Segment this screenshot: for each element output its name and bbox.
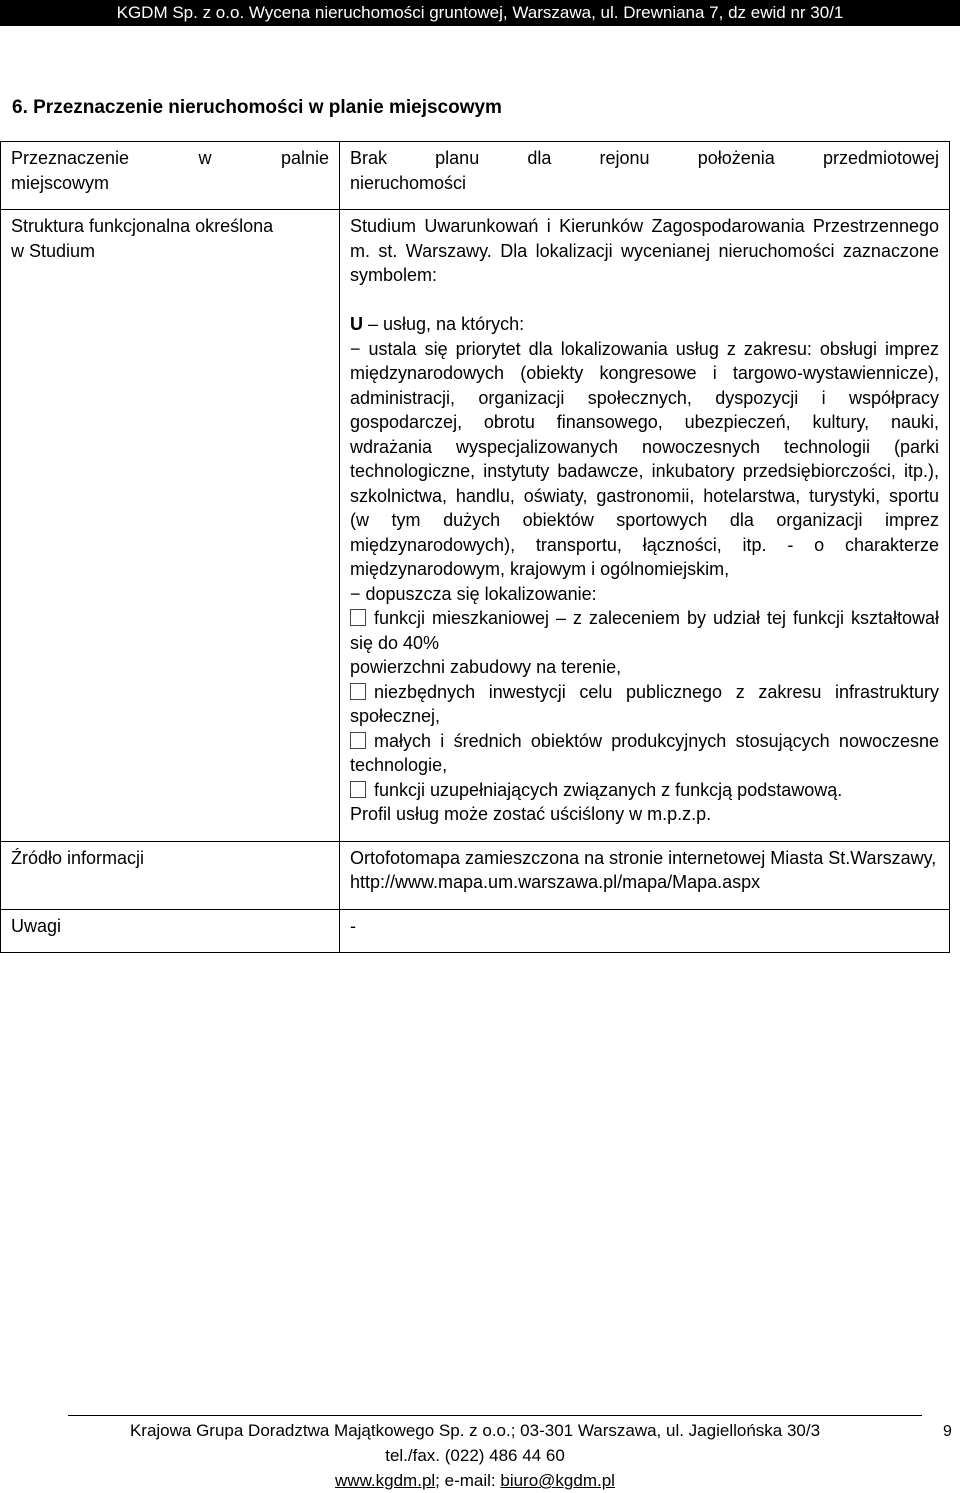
priority-paragraph: − ustala się priorytet dla lokalizowania usług z zakresu: obsługi imprez międzynarodowych (obiekty kongresowe i targowo-wystawiennicze), administracji, organizacji społecznych, dyspozycji i współpracy gospodarczej, obrotu finansowego, ubezpieczeń, kultury, nauki, wdrażania wyspecjalizowanych nowoczesnych technologii (parki technologiczne, instytuty badawcze, inkubatory przedsiębiorczości, itp.), szkolnictwa, handlu, oświaty, gastronomii, hotelarstwa, turystyki, sportu (w tym dużych obiektów sportowych dla organizacji imprez międzynarodowych), transportu, łączności, itp. - o charakterze międzynarodowym, krajowym i ogólnomiejskim, [350, 338, 939, 579]
footer-contact [40, 1468, 910, 1493]
usage-symbol-line [350, 312, 939, 337]
email-link[interactable]: biuro@kgdm.pl [500, 1471, 615, 1490]
footer-company: Krajowa Grupa Doradztwa Majątkowego Sp. z o.o.; 03-301 Warszawa, ul. Jagiellońska 30/3 [129, 1421, 821, 1440]
bullet-item [350, 680, 939, 729]
row-value-studium [340, 210, 950, 842]
footer-phone: tel./fax. (022) 486 44 60 [385, 1446, 565, 1465]
row-value-notes: - [340, 909, 950, 953]
table-row [1, 142, 950, 210]
bullet-text: funkcji uzupełniających związanych z funkcją podstawową. [374, 779, 843, 800]
value-line: Brak planu dla rejonu położenia przedmiotowej [350, 148, 939, 168]
page-number: 9 [943, 1423, 952, 1440]
label-line: miejscowym [11, 172, 110, 193]
table-row [1, 210, 950, 842]
bullet-icon [350, 732, 366, 749]
website-link[interactable]: www.kgdm.pl [335, 1471, 436, 1490]
row-label-studium [1, 210, 340, 842]
row-value-source [340, 841, 950, 909]
bullet-icon [350, 609, 366, 626]
property-table [0, 141, 950, 953]
section-title: 6. Przeznaczenie nieruchomości w planie miejscowym [12, 97, 502, 118]
label-line: w Studium [11, 240, 96, 261]
email-prefix: ; e-mail: [435, 1471, 501, 1490]
page-header: KGDM Sp. z o.o. Wycena nieruchomości gruntowej, Warszawa, ul. Drewniana 7, dz ewid nr 30/1 [0, 0, 960, 26]
profile-note: Profil usług może zostać uściślony w m.p.z.p. [350, 804, 712, 824]
bullet-continuation: powierzchni zabudowy na terenie, [350, 657, 622, 677]
usage-symbol: U [350, 314, 363, 334]
usage-symbol-text: – usług, na których: [363, 314, 525, 334]
bullet-icon [350, 781, 366, 798]
row-label-plan [1, 142, 340, 210]
studium-description: Studium Uwarunkowań i Kierunków Zagospodarowania Przestrzennego m. st. Warszawy. Dla lokalizacji wycenianej nieruchomości zaznaczone symbolem: [350, 216, 939, 285]
source-url[interactable]: http://www.mapa.um.warszawa.pl/mapa/Mapa.aspx [350, 872, 761, 892]
table-row [1, 841, 950, 909]
page-footer [40, 1418, 910, 1493]
table-row [1, 909, 950, 953]
label-line: Przeznaczenie w palnie [11, 148, 329, 168]
bullet-icon [350, 683, 366, 700]
label-line: Struktura funkcjonalna określona [11, 216, 274, 236]
row-label-source: Źródło informacji [1, 841, 340, 909]
value-line: nieruchomości [350, 172, 467, 193]
bullet-text: funkcji mieszkaniowej – z zaleceniem by udział tej funkcji kształtował się do 40% [350, 608, 939, 653]
footer-divider [68, 1415, 922, 1416]
bullet-item [350, 606, 939, 655]
bullet-text: niezbędnych inwestycji celu publicznego z zakresu infrastruktury społecznej, [350, 681, 939, 726]
bullet-item [350, 729, 939, 778]
row-value-plan [340, 142, 950, 210]
allowed-heading: − dopuszcza się lokalizowanie: [350, 583, 597, 604]
source-text: Ortofotomapa zamieszczona na stronie internetowej Miasta St.Warszawy, [350, 847, 937, 868]
bullet-item [350, 778, 939, 803]
bullet-text: małych i średnich obiektów produkcyjnych stosujących nowoczesne technologie, [350, 730, 939, 775]
row-label-notes: Uwagi [1, 909, 340, 953]
